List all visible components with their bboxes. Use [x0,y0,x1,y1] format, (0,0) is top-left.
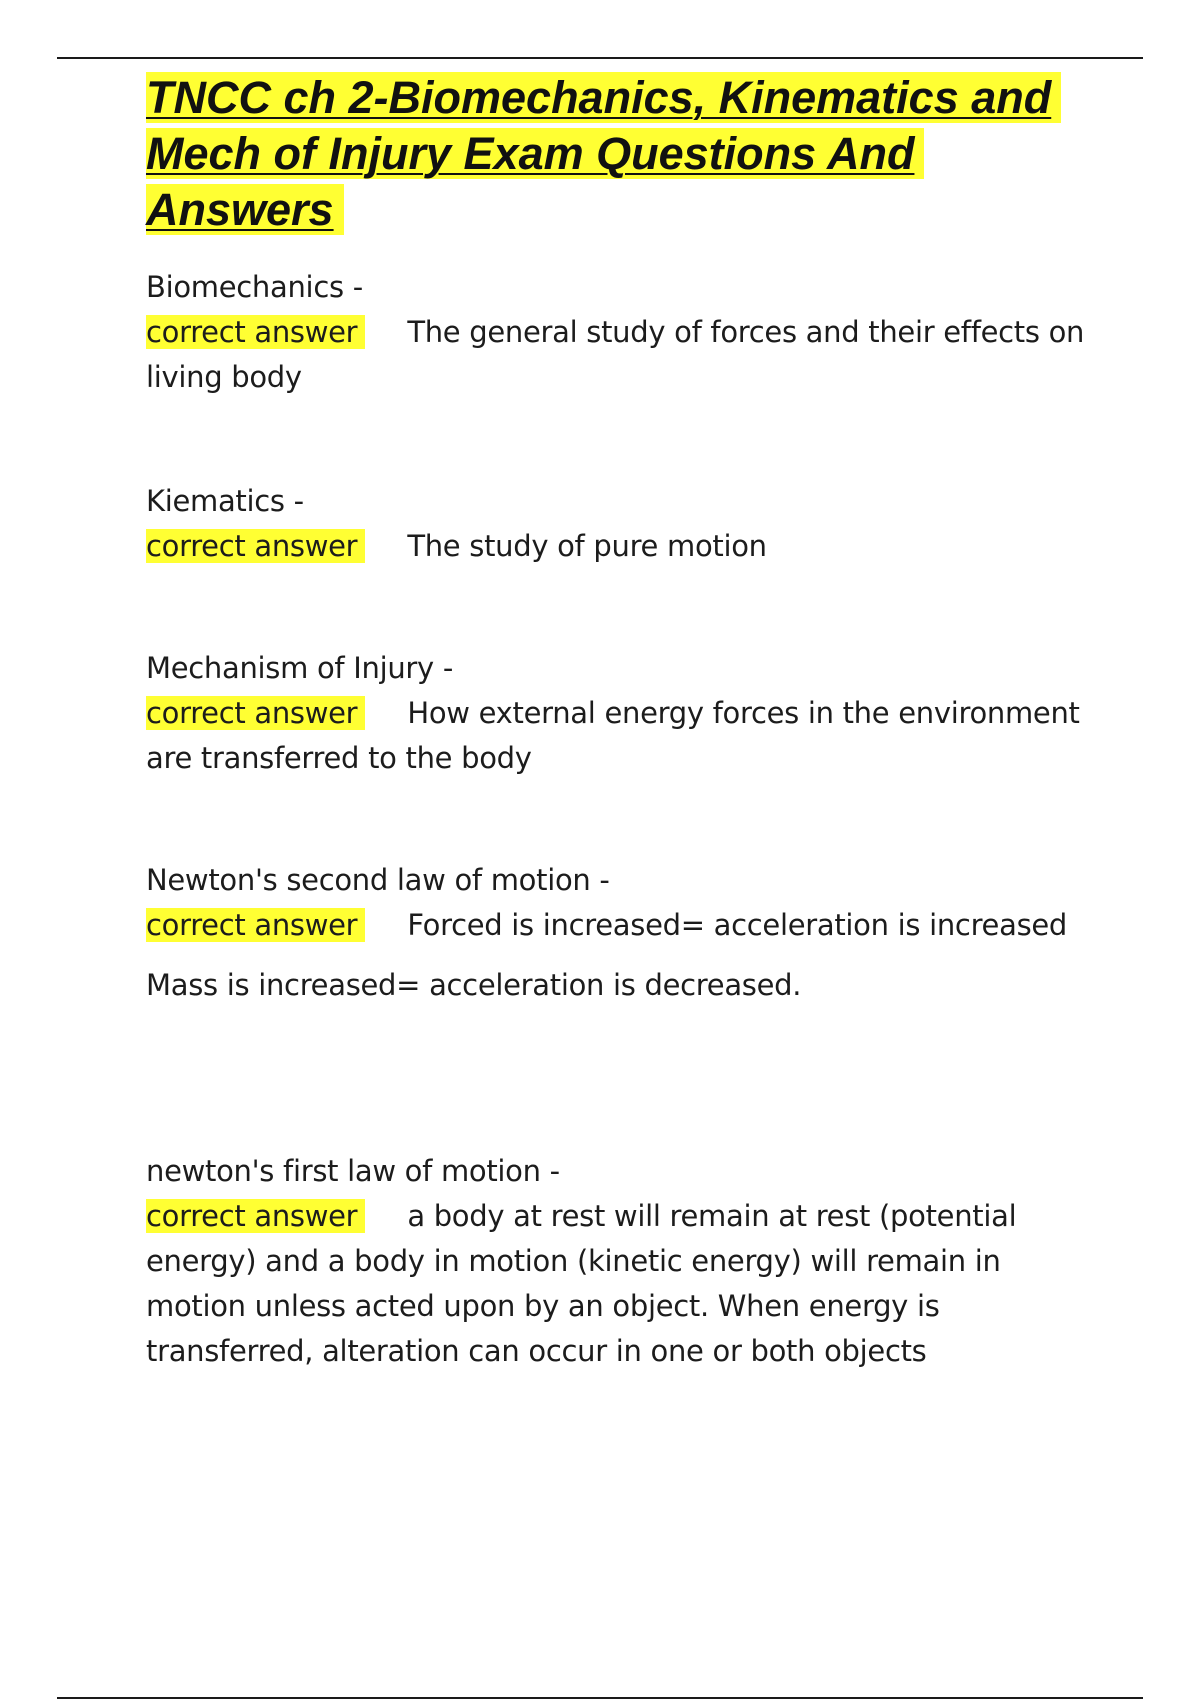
correct-answer-tag: correct answer [146,696,365,730]
correct-answer-tag: correct answer [146,315,365,349]
answer-line [146,310,1091,400]
answer-text: The study of pure motion [407,529,767,563]
answer-line [146,691,1091,781]
answer-text: The general study of forces and their effects on living body [146,315,1085,394]
question-term: Kiematics - [146,484,304,518]
question-term: Biomechanics - [146,270,363,304]
qa-item [146,1149,1091,1374]
qa-item [146,858,1091,1008]
correct-answer-tag: correct answer [146,908,365,942]
bottom-rule [57,1697,1143,1699]
document-title [146,70,1091,238]
answer-line [146,903,1091,948]
answer-text: How external energy forces in the environment are transferred to the body [146,696,1080,775]
qa-item [146,265,1091,400]
correct-answer-tag: correct answer [146,1199,365,1233]
qa-item [146,479,1091,569]
title-text: TNCC ch 2-Biomechanics, Kinematics and Mech of Injury Exam Questions And Answers [146,72,1061,235]
answer-line [146,524,1091,569]
answer-line [146,1194,1091,1374]
qa-item [146,646,1091,781]
question-term: Mechanism of Injury - [146,651,453,685]
answer-extra: Mass is increased= acceleration is decreased. [146,968,802,1002]
correct-answer-tag: correct answer [146,529,365,563]
question-term: Newton's second law of motion - [146,863,610,897]
top-rule [57,57,1143,59]
answer-text: Forced is increased= acceleration is increased [407,908,1068,942]
document-body [146,70,1091,238]
question-term: newton's first law of motion - [146,1154,560,1188]
answer-text: a body at rest will remain at rest (potential energy) and a body in motion (kinetic energy) will remain in motion unless acted upon by an object. When energy is transferred, alteration can occur in one or both objects [146,1199,1017,1368]
